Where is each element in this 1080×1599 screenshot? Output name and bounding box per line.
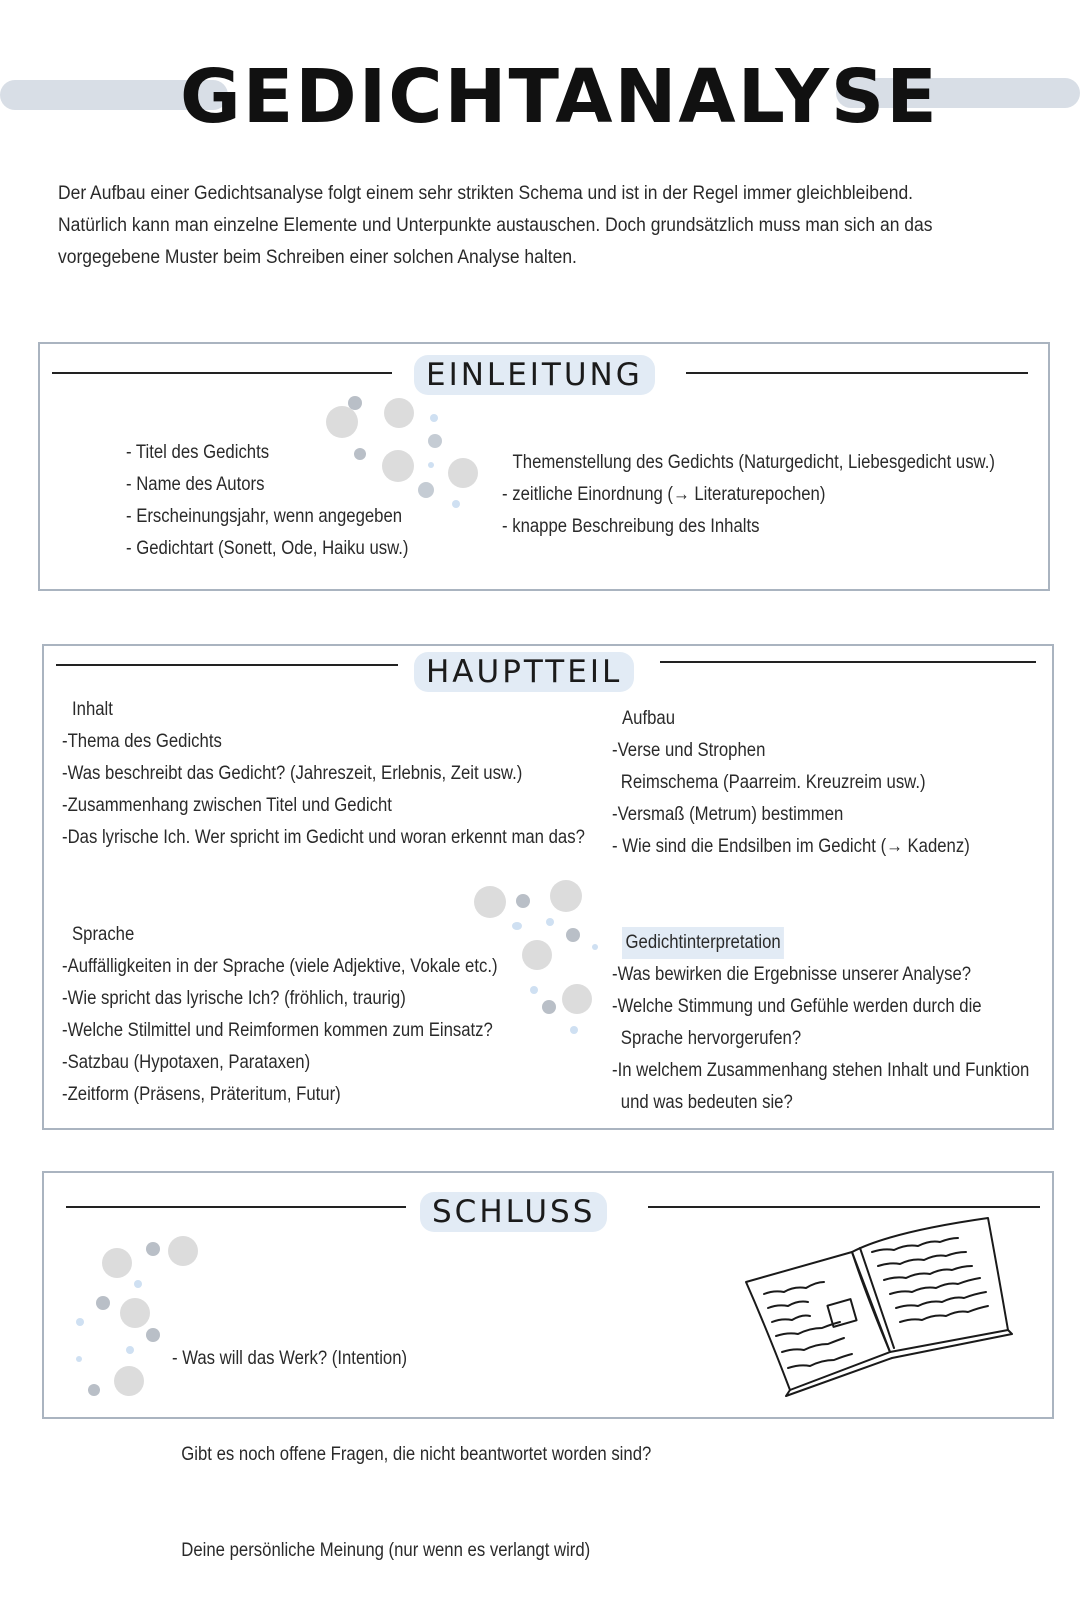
hauptteil-heading: HAUPTTEIL [414,652,634,692]
decor-dot [430,414,438,422]
einleitung-left-list [126,437,409,565]
list-item: -Welche Stilmittel und Reimformen kommen zum Einsatz? [62,1020,493,1041]
decor-dot [348,396,362,410]
interpretation-title: Gedichtinterpretation [622,927,784,959]
decor-dot [452,500,460,508]
page-title: GEDICHTANALYSE [180,54,939,140]
divider [648,1206,1040,1208]
decor-dot [126,1346,134,1354]
list-item: -Das lyrische Ich. Wer spricht im Gedicht und woran erkennt man das? [62,827,585,848]
aufbau-title: Aufbau [622,708,676,729]
list-item: -Versmaß (Metrum) bestimmen [612,804,844,825]
einleitung-heading: EINLEITUNG [414,355,655,395]
list-item: -Was bewirken die Ergebnisse unserer Analyse? [612,964,972,985]
divider [56,664,398,666]
decor-dot [134,1280,142,1288]
decor-dot [76,1356,82,1362]
decor-dot [418,482,434,498]
list-item: - knappe Beschreibung des Inhalts [502,516,760,537]
list-item: Reimschema (Paarreim. Kreuzreim usw.) [620,772,926,793]
decor-dot [550,880,582,912]
decor-dot [542,1000,556,1014]
decor-dot [96,1296,110,1310]
list-item: - Was will das Werk? (Intention) [172,1348,408,1369]
schluss-heading: SCHLUSS [420,1192,607,1232]
decor-dot [102,1248,132,1278]
list-item: Themenstellung des Gedichts (Naturgedicht, Liebesgedicht usw.) [512,452,995,473]
list-item: -Welche Stimmung und Gefühle werden durch die [612,996,982,1017]
decor-dot [326,406,358,438]
decor-dot [592,944,598,950]
list-item: -Verse und Strophen [612,740,766,761]
decor-dot [448,458,478,488]
list-item: Sprache hervorgerufen? [620,1028,802,1049]
list-item: - Erscheinungsjahr, wenn angegeben [126,506,403,527]
list-item: und was bedeuten sie? [620,1092,793,1113]
interpretation-list [612,959,1029,1119]
divider [660,661,1036,663]
decor-dot [76,1318,84,1326]
decor-dot [114,1366,144,1396]
divider [686,372,1028,374]
list-item: - Name des Autors [126,474,265,495]
list-item: - Gedichtart (Sonett, Ode, Haiku usw.) [126,538,409,559]
decor-dot [570,1026,578,1034]
list-item: -Thema des Gedichts [62,731,222,752]
decor-dot [120,1298,150,1328]
list-item: - Wie sind die Endsilben im Gedicht (→ Kadenz) [612,836,970,857]
list-item: Deine persönliche Meinung (nur wenn es verlangt wird) [172,1540,591,1561]
list-item: -Was beschreibt das Gedicht? (Jahreszeit, Erlebnis, Zeit usw.) [62,763,523,784]
aufbau-list [612,735,970,863]
decor-dot [512,922,522,930]
decor-dot [88,1384,100,1396]
open-book-icon [740,1212,1020,1402]
list-item: -Wie spricht das lyrische Ich? (fröhlich, traurig) [62,988,406,1009]
schluss-list [172,1279,651,1599]
decor-dot [516,894,530,908]
divider [52,372,392,374]
list-item: Gibt es noch offene Fragen, die nicht beantwortet worden sind? [172,1444,652,1465]
decor-dot [384,398,414,428]
decor-dot [168,1236,198,1266]
decor-dot [146,1242,160,1256]
decor-dot [546,918,554,926]
list-item: -In welchem Zusammenhang stehen Inhalt und Funktion [612,1060,1030,1081]
sprache-title: Sprache [72,924,135,945]
decor-dot [428,462,434,468]
decor-dot [562,984,592,1014]
decor-dot [522,940,552,970]
decor-dot [474,886,506,918]
divider [66,1206,406,1208]
intro-paragraph: Der Aufbau einer Gedichtsanalyse folgt einem sehr strikten Schema und ist in der Regel immer gleichbleibend. Natürlich kann man einzelne Elemente und Unterpunkte austauschen. Doch grundsätzlich muss man sich an das vorgegebene Muster beim Schreiben einer solchen Analyse halten. [58,183,933,268]
einleitung-right-list [502,447,995,543]
list-item: -Auffälligkeiten in der Sprache (viele Adjektive, Vokale etc.) [62,956,498,977]
list-item: -Zeitform (Präsens, Präteritum, Futur) [62,1084,341,1105]
list-item: -Zusammenhang zwischen Titel und Gedicht [62,795,392,816]
list-item: - Titel des Gedichts [126,442,270,463]
list-item: - zeitliche Einordnung (→ Literaturepochen) [502,484,826,505]
inhalt-list [62,726,585,854]
decor-dot [530,986,538,994]
decor-dot [566,928,580,942]
list-item: -Satzbau (Hypotaxen, Parataxen) [62,1052,311,1073]
decor-dot [146,1328,160,1342]
decor-dot [428,434,442,448]
sprache-list [62,951,498,1111]
inhalt-title: Inhalt [72,699,113,720]
